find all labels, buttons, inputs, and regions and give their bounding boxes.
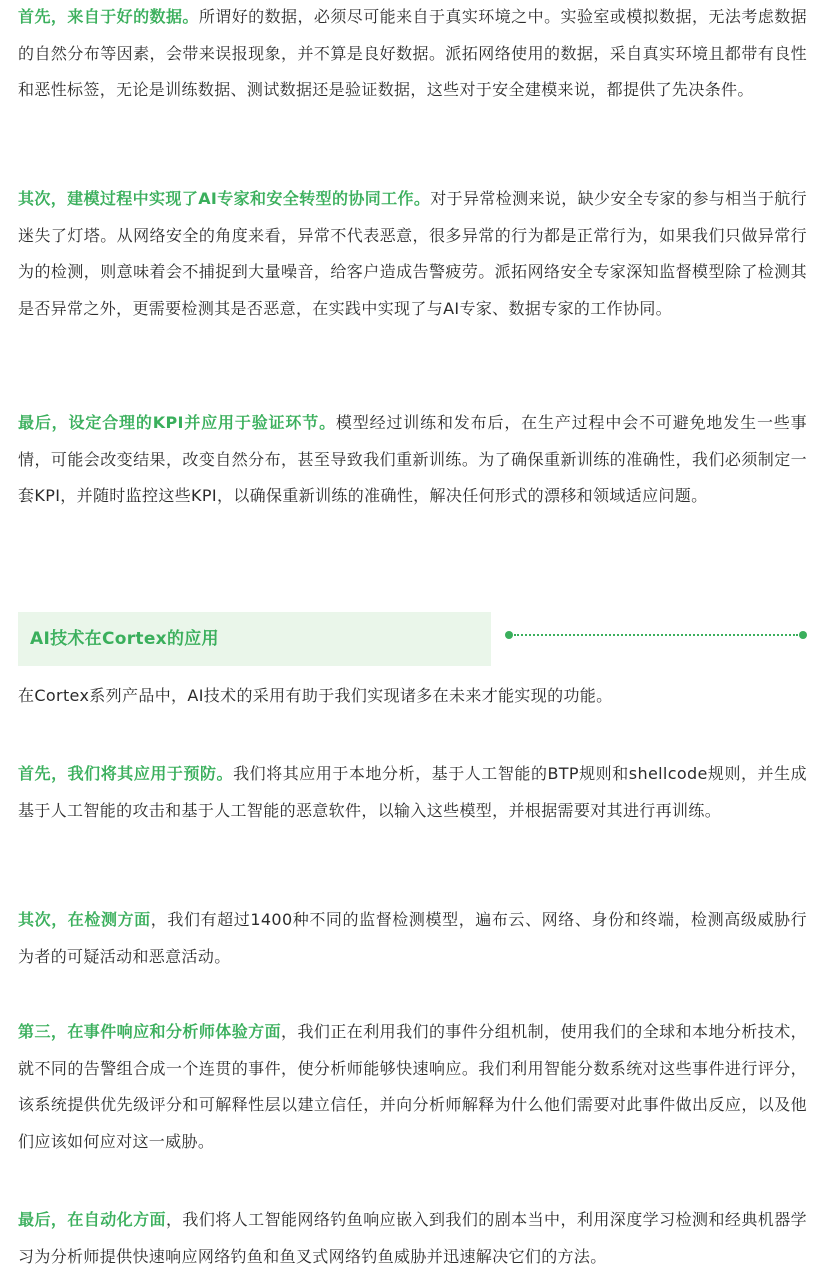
- paragraph-intro: [18, 678, 807, 715]
- paragraph-text: ，我们将人工智能网络钓鱼响应嵌入到我们的剧本当中，利用深度学习检测和经典机器学习为分析师提供快速响应网络钓鱼和鱼叉式网络钓鱼威胁并迅速解决它们的方法。: [18, 1210, 807, 1266]
- paragraph-prevention: [18, 756, 807, 829]
- paragraph-kpi: [18, 405, 807, 515]
- divider-dot-icon: [799, 631, 807, 639]
- paragraph-automation: [18, 1202, 807, 1275]
- paragraph-lead: 第三，在事件响应和分析师体验方面: [18, 1022, 282, 1041]
- section-header: [18, 612, 491, 666]
- paragraph-text: 我们将其应用于本地分析，基于人工智能的BTP规则和shellcode规则，并生成基于人工智能的攻击和基于人工智能的恶意软件，以输入这些模型，并根据需要对其进行再训练。: [18, 764, 807, 820]
- section-title: AI技术在Cortex的应用: [30, 629, 219, 649]
- paragraph-lead: 首先，来自于好的数据。: [18, 7, 199, 26]
- paragraph-lead: 首先，我们将其应用于预防。: [18, 764, 234, 783]
- paragraph-good-data: [18, 0, 807, 109]
- paragraph-text: 模型经过训练和发布后，在生产过程中会不可避免地发生一些事情，可能会改变结果，改变自然分布，甚至导致我们重新训练。为了确保重新训练的准确性，我们必须制定一套KPI，并随时监控这些KPI，以确保重新训练的准确性，解决任何形式的漂移和领域适应问题。: [18, 413, 807, 505]
- paragraph-lead: 最后，在自动化方面: [18, 1210, 166, 1229]
- paragraph-lead: 最后，设定合理的KPI并应用于验证环节。: [18, 413, 336, 432]
- paragraph-text: 在Cortex系列产品中，AI技术的采用有助于我们实现诸多在未来才能实现的功能。: [18, 686, 613, 705]
- dotted-line: [514, 634, 798, 636]
- paragraph-text: 所谓好的数据，必须尽可能来自于真实环境之中。实验室或模拟数据，无法考虑数据的自然分布等因素，会带来误报现象，并不算是良好数据。派拓网络使用的数据，采自真实环境且都带有良性和恶性标签，无论是训练数据、测试数据还是验证数据，这些对于安全建模来说，都提供了先决条件。: [18, 7, 808, 99]
- paragraph-text: ，我们正在利用我们的事件分组机制，使用我们的全球和本地分析技术，就不同的告警组合成一个连贯的事件，使分析师能够快速响应。我们利用智能分数系统对这些事件进行评分，该系统提供优先级评分和可解释性层以建立信任，并向分析师解释为什么他们需要对此事件做出反应，以及他们应该如何应对这一威胁。: [18, 1022, 807, 1151]
- section-divider-line: [505, 630, 807, 640]
- paragraph-lead: 其次，建模过程中实现了AI专家和安全转型的协同工作。: [18, 189, 431, 208]
- paragraph-text: ，我们有超过1400种不同的监督检测模型，遍布云、网络、身份和终端，检测高级威胁行为者的可疑活动和恶意活动。: [18, 910, 807, 966]
- paragraph-text: 对于异常检测来说，缺少安全专家的参与相当于航行迷失了灯塔。从网络安全的角度来看，异常不代表恶意，很多异常的行为都是正常行为，如果我们只做异常行为的检测，则意味着会不捕捉到大量噪音，给客户造成告警疲劳。派拓网络安全专家深知监督模型除了检测其是否异常之外，更需要检测其是否恶意，在实践中实现了与AI专家、数据专家的工作协同。: [18, 189, 807, 318]
- paragraph-incident-response: [18, 1014, 807, 1160]
- paragraph-detection: [18, 902, 807, 975]
- divider-dot-icon: [505, 631, 513, 639]
- paragraph-lead: 其次，在检测方面: [18, 910, 151, 929]
- paragraph-collaboration: [18, 181, 807, 327]
